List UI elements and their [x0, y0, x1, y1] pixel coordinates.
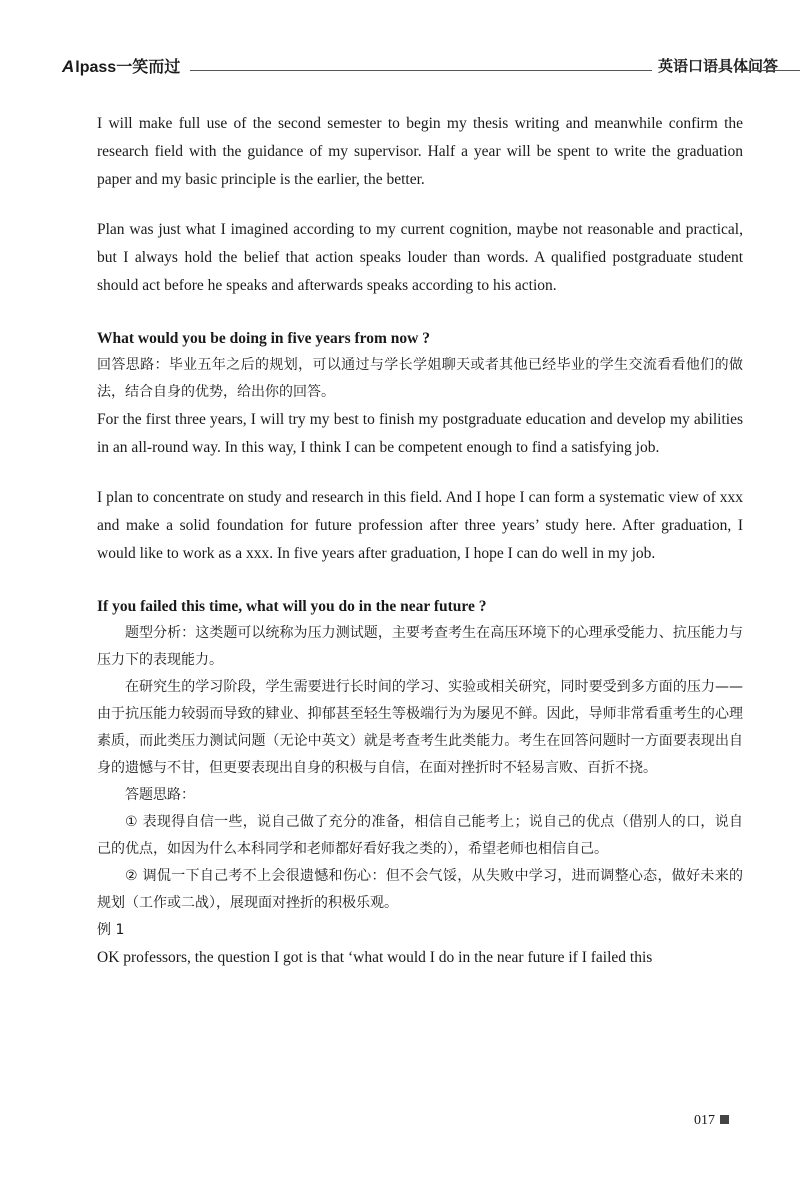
question-five-years: What would you be doing in five years from now ?: [97, 330, 430, 347]
answer-five-years-2: I plan to concentrate on study and research in this field. And I hope I can form a systematic view of xxx and make a solid foundation for future profession after three years’ study here. After graduation, I would like to work as a xxx. In five years after graduation, I hope I can do well in my job.: [97, 489, 743, 562]
question-failed-this-time: If you failed this time, what will you do in the near future ?: [97, 598, 487, 615]
answer-tip-1: ① 表现得自信一些，说自己做了充分的准备，相信自己能考上；说自己的优点（借别人的口，说自己的优点，如因为什么本科同学和老师都好看好我之类的），希望老师也相信自己。: [97, 814, 743, 857]
answer-five-years-1: For the first three years, I will try my best to finish my postgraduate education and develop my abilities in an all-round way. In this way, I think I can be competent enough to find a satisfying job.: [97, 411, 743, 456]
logo-text: lpass一笑而过: [75, 59, 181, 76]
example-label: 例 1: [97, 922, 125, 938]
stress-test-context: 在研究生的学习阶段，学生需要进行长时间的学习、实验或相关研究，同时要受到多方面的压力——由于抗压能力较弱而导致的肄业、抑郁甚至轻生等极端行为为屡见不鲜。因此，导师非常看重考生的心理素质，而此类压力测试问题（无论中英文）就是考查考生此类能力。考生在回答问题时一方面要表现出自身的遗憾与不甘，但更要表现出自身的积极与自信，在面对挫折时不轻易言败、百折不挠。: [97, 679, 743, 776]
page-number-text: 017: [694, 1113, 715, 1128]
example-answer-text: OK professors, the question I got is that ‘what would I do in the near future if I failed this: [97, 949, 653, 966]
answer-tips-label: 答题思路：: [125, 787, 195, 803]
answer-tip-2: ② 调侃一下自己考不上会很遗憾和伤心：但不会气馁，从失败中学习，进而调整心态，做好未来的规划（工作或二战），展现面对挫折的积极乐观。: [97, 868, 743, 911]
paragraph-action-belief: Plan was just what I imagined according to my current cognition, maybe not reasonable and practical, but I always hold the belief that action speaks louder than words. A qualified postgraduate student should act before he speaks and afterwards speaks according to his action.: [97, 221, 743, 294]
paragraph-thesis-plan: I will make full use of the second semester to begin my thesis writing and meanwhile confirm the research field with the guidance of my supervisor. Half a year will be spent to write the graduation paper and my basic principle is the earlier, the better.: [97, 115, 743, 188]
logo-mark: A: [62, 57, 75, 76]
answer-tip-five-years: 回答思路：毕业五年之后的规划，可以通过与学长学姐聊天或者其他已经毕业的学生交流看看他们的做法，结合自身的优势，给出你的回答。: [97, 357, 743, 400]
brand-logo: [62, 54, 180, 77]
header-rule-right: [742, 70, 800, 71]
page-body: [97, 110, 743, 972]
header-rule: [190, 70, 652, 71]
question-type-analysis: 题型分析：这类题可以统称为压力测试题，主要考查考生在高压环境下的心理承受能力、抗压能力与压力下的表现能力。: [97, 625, 743, 668]
page-number: [694, 1113, 729, 1129]
header-title: 英语口语具体问答: [658, 57, 779, 75]
page-header: [62, 52, 800, 82]
square-icon: [720, 1115, 729, 1124]
